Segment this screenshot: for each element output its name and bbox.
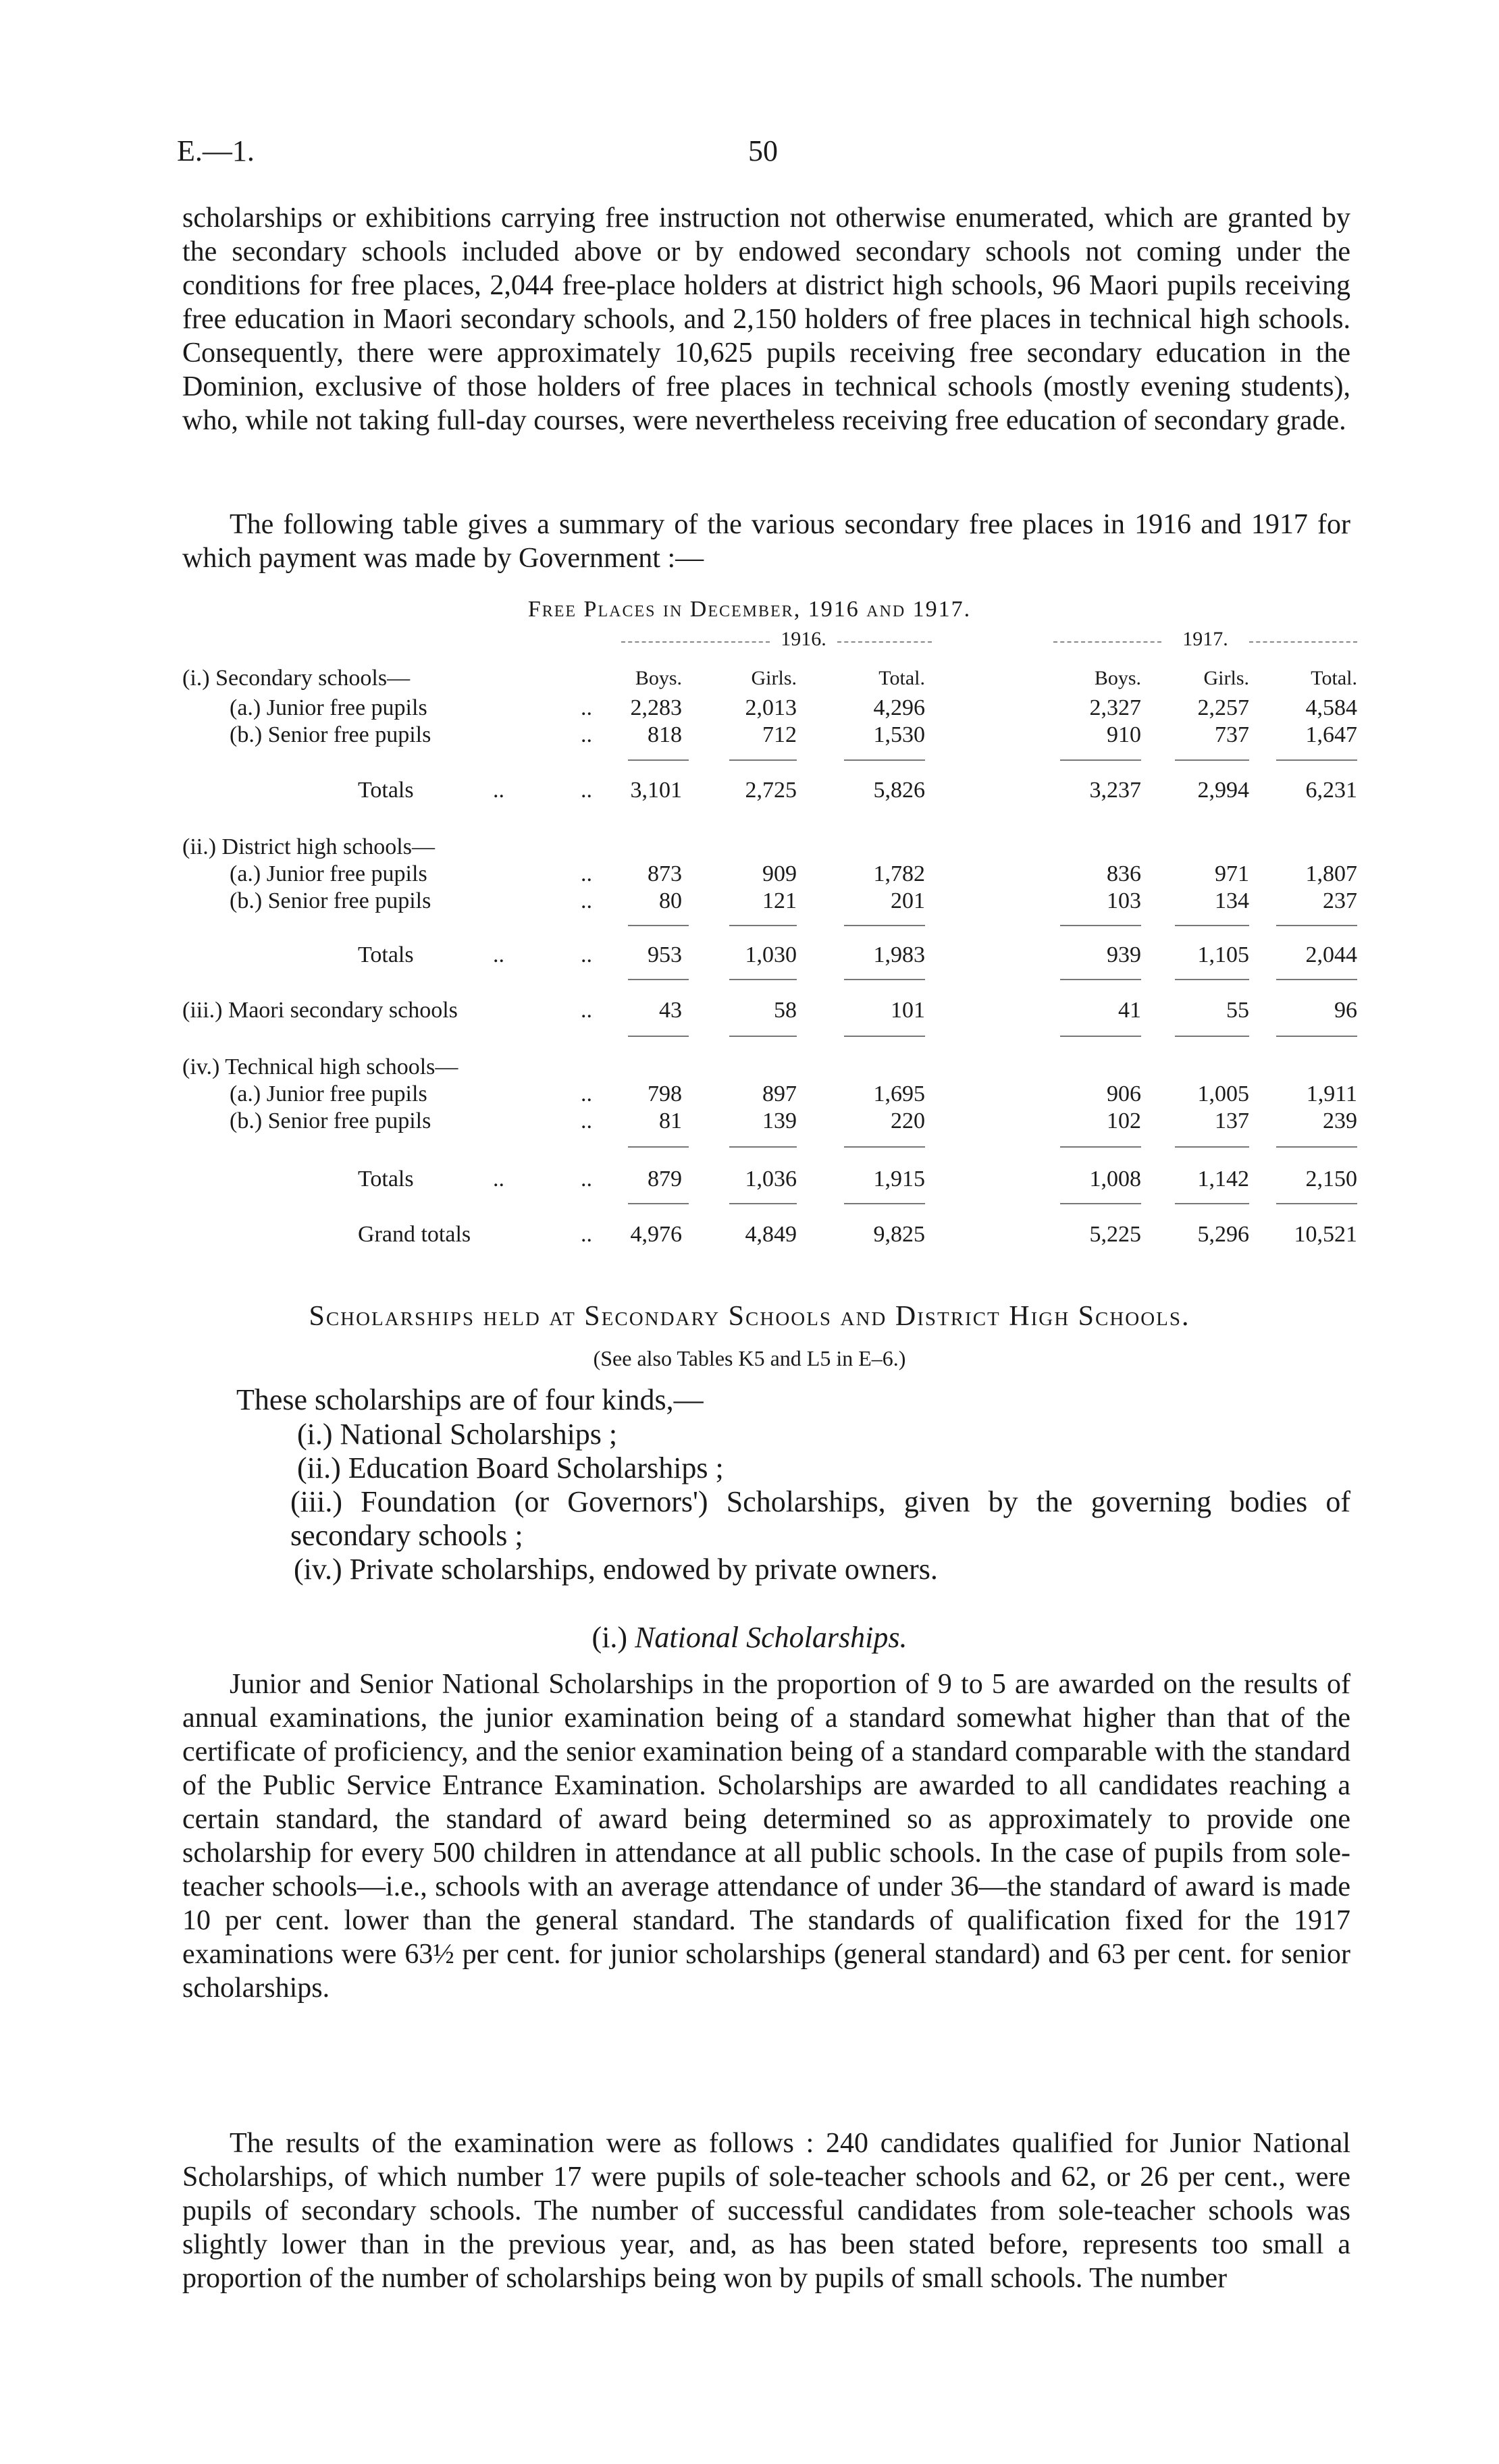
- leader-dots: ..: [581, 722, 592, 747]
- table-cell: 1,807: [1305, 861, 1357, 886]
- leader-dots: ..: [581, 1081, 592, 1106]
- table-row-totals: [182, 778, 1357, 805]
- list-item-text: National Scholarships ;: [340, 1418, 618, 1451]
- list-item: [297, 1451, 1357, 1485]
- table-row-grand-totals: [182, 1222, 1357, 1249]
- table-cell: 1,105: [1197, 942, 1249, 967]
- table-row-label: Totals: [358, 942, 414, 967]
- list-item-number: (iii.): [290, 1485, 342, 1518]
- list-item-text: Private scholarships, endowed by private owners.: [349, 1553, 938, 1586]
- list-item-number: (i.): [297, 1418, 333, 1451]
- column-header: Girls.: [1203, 667, 1249, 689]
- leader-dots: ..: [493, 778, 504, 803]
- national-scholarships-paragraph: Junior and Senior National Scholarships in the proportion of 9 to 5 are awarded on the results of annual examinations, the junior examination being of a standard somewhat higher than that of the certificate of proficiency, and the senior examination being of a standard comparable with the standard of the Public Service Entrance Examination. Scholarships are awarded to all candidates reaching a certain standard, the standard of award being determined so as approximately to provide one scholarship for every 500 children in attendance at all public schools. In the case of pupils from sole-teacher schools—i.e., schools with an average attendance of under 36—the standard of award is made 10 per cent. lower than the general standard. The standards of qualification fixed for the 1917 examinations were 63½ per cent. for junior scholarships (general standard) and 63 per cent. for senior scholarships.: [182, 1669, 1350, 2004]
- table-cell: 4,296: [873, 695, 925, 720]
- table-cell: 237: [1323, 888, 1357, 913]
- leader-dots: ..: [493, 942, 504, 967]
- table-cell: 906: [1107, 1081, 1141, 1106]
- table-cell: 4,976: [630, 1222, 682, 1247]
- table-row-label: (iii.) Maori secondary schools: [182, 998, 458, 1023]
- table-row-label: (b.) Senior free pupils: [230, 1108, 431, 1133]
- table-row: [182, 861, 1357, 888]
- table-cell: 897: [762, 1081, 797, 1106]
- table-cell: 2,283: [630, 695, 682, 720]
- table-cell: 2,725: [745, 778, 797, 803]
- table-cell: 2,327: [1089, 695, 1141, 720]
- table-row-totals: [182, 1167, 1357, 1194]
- table-cell: 6,231: [1305, 778, 1357, 803]
- leader-dots: ..: [581, 942, 592, 967]
- intro-paragraph: scholarships or exhibitions carrying free instruction not otherwise enumerated, which are granted by the secondary schools included above or by endowed secondary schools not coming under the conditions for free places, 2,044 free-place holders at district high schools, 96 Maori pupils receiving free education in Maori secondary schools, and 2,150 holders of free places in technical high schools. Consequently, there were approximately 10,625 pupils receiving free secondary education in the Dominion, exclusive of those holders of free places in technical schools (mostly evening students), who, while not taking full-day courses, were nevertheless receiving free education of secondary grade.: [182, 203, 1350, 436]
- table-cell: 1,647: [1305, 722, 1357, 747]
- list-item: [294, 1553, 1354, 1586]
- column-header: Boys.: [635, 667, 682, 689]
- table-row-label: Totals: [358, 778, 414, 803]
- column-header: Total.: [1311, 667, 1357, 689]
- list-item: [290, 1485, 1350, 1553]
- table-cell: 239: [1323, 1108, 1357, 1133]
- table-title: Free Places in December, 1916 and 1917.: [527, 597, 972, 622]
- table-row-label: Totals: [358, 1167, 414, 1191]
- table-cell: 55: [1226, 998, 1249, 1023]
- column-header: Boys.: [1094, 667, 1141, 689]
- list-item-number: (iv.): [294, 1553, 342, 1586]
- table-cell: 737: [1215, 722, 1249, 747]
- table-cell: 5,826: [873, 778, 925, 803]
- table-cell: 910: [1107, 722, 1141, 747]
- table-row: [182, 722, 1357, 749]
- table-cell: 1,915: [873, 1167, 925, 1191]
- table-cell: 134: [1215, 888, 1249, 913]
- leader-dots: ..: [581, 1222, 592, 1247]
- table-cell: 43: [659, 998, 682, 1023]
- table-row: [182, 695, 1357, 722]
- subheading-number: (i.): [591, 1621, 628, 1654]
- table-cell: 1,142: [1197, 1167, 1249, 1191]
- subheading-text: National Scholarships.: [635, 1621, 908, 1654]
- table-cell: 58: [774, 998, 797, 1023]
- table-row: [182, 998, 1357, 1025]
- table-cell: 102: [1107, 1108, 1141, 1133]
- leader-dots: ..: [581, 861, 592, 886]
- table-cell: 80: [659, 888, 682, 913]
- table-cell: 2,257: [1197, 695, 1249, 720]
- table-cell: 2,994: [1197, 778, 1249, 803]
- table-intro-paragraph: The following table gives a summary of the various secondary free places in 1916 and 1917 for which payment was made by Government :—: [182, 509, 1350, 574]
- table-row-totals: [182, 942, 1357, 969]
- leader-dots: ..: [581, 695, 592, 720]
- table-row-label: (a.) Junior free pupils: [230, 861, 427, 886]
- table-cell: 1,782: [873, 861, 925, 886]
- table-cell: 101: [891, 998, 925, 1023]
- table-row-label: (iv.) Technical high schools—: [182, 1054, 458, 1079]
- table-cell: 873: [648, 861, 682, 886]
- table-row-label: (ii.) District high schools—: [182, 834, 435, 859]
- table-cell: 939: [1107, 942, 1141, 967]
- list-intro: These scholarships are of four kinds,—: [236, 1383, 704, 1416]
- subheading-national-scholarships: [0, 1620, 1499, 1655]
- page-number: 50: [748, 134, 778, 167]
- table-cell: 4,849: [745, 1222, 797, 1247]
- table-cell: 2,013: [745, 695, 797, 720]
- leader-dots: ..: [493, 1167, 504, 1191]
- year-header-1917: 1917.: [1182, 628, 1228, 650]
- leader-dots: ..: [581, 778, 592, 803]
- year-header-1916: 1916.: [781, 628, 826, 650]
- table-cell: 836: [1107, 861, 1141, 886]
- table-row-label: (a.) Junior free pupils: [230, 1081, 427, 1106]
- leader-dots: ..: [581, 1108, 592, 1133]
- table-row-label: Grand totals: [358, 1222, 471, 1247]
- leader-dots: ..: [581, 1167, 592, 1191]
- table-cell: 139: [762, 1108, 797, 1133]
- table-cell: 798: [648, 1081, 682, 1106]
- table-cell: 1,695: [873, 1081, 925, 1106]
- table-cell: 3,101: [630, 778, 682, 803]
- table-row-label: (b.) Senior free pupils: [230, 888, 431, 913]
- table-cell: 9,825: [873, 1222, 925, 1247]
- table-cell: 3,237: [1089, 778, 1141, 803]
- table-row: [182, 1081, 1357, 1108]
- document-code: E.—1.: [177, 134, 255, 167]
- table-row: [182, 888, 1357, 915]
- column-header: Girls.: [751, 667, 797, 689]
- table-cell: 4,584: [1305, 695, 1357, 720]
- table-cell: 10,521: [1294, 1222, 1357, 1247]
- table-cell: 201: [891, 888, 925, 913]
- table-cell: 103: [1107, 888, 1141, 913]
- table-cell: 1,983: [873, 942, 925, 967]
- table-cell: 2,150: [1305, 1167, 1357, 1191]
- table-cell: 81: [659, 1108, 682, 1133]
- table-cell: 121: [762, 888, 797, 913]
- table-cell: 818: [648, 722, 682, 747]
- table-cell: 953: [648, 942, 682, 967]
- examination-results-paragraph: The results of the examination were as follows : 240 candidates qualified for Junior National Scholarships, of which number 17 were pupils of sole-teacher schools and 62, or 26 per cent., were pupils of secondary schools. The number of successful candidates from sole-teacher schools was slightly lower than in the previous year, and, as has been stated before, represents too small a proportion of the number of scholarships being won by pupils of small schools. The number: [182, 2128, 1350, 2294]
- table-cell: 96: [1334, 998, 1357, 1023]
- leader-dots: ..: [581, 888, 592, 913]
- table-cell: 1,911: [1306, 1081, 1357, 1106]
- list-item: [297, 1418, 1357, 1451]
- table-row-label: (b.) Senior free pupils: [230, 722, 431, 747]
- table-cell: 5,296: [1197, 1222, 1249, 1247]
- table-row-label: (a.) Junior free pupils: [230, 695, 427, 720]
- table-cell: 971: [1215, 861, 1249, 886]
- table-row: [182, 1108, 1357, 1135]
- list-item-text: Foundation (or Governors') Scholarships, given by the governing bodies of secondary schools ;: [290, 1485, 1351, 1552]
- table-cell: 1,008: [1089, 1167, 1141, 1191]
- section-see-also: (See also Tables K5 and L5 in E–6.): [593, 1346, 906, 1370]
- table-cell: 879: [648, 1167, 682, 1191]
- table-cell: 1,030: [745, 942, 797, 967]
- table-cell: 137: [1215, 1108, 1249, 1133]
- section-title: Scholarships held at Secondary Schools and District High Schools.: [309, 1301, 1190, 1332]
- list-item-number: (ii.): [297, 1451, 341, 1484]
- table-cell: 2,044: [1305, 942, 1357, 967]
- column-header: Total.: [878, 667, 925, 689]
- table-cell: 1,530: [873, 722, 925, 747]
- table-cell: 220: [891, 1108, 925, 1133]
- table-cell: 1,036: [745, 1167, 797, 1191]
- table-cell: 1,005: [1197, 1081, 1249, 1106]
- table-cell: 5,225: [1089, 1222, 1141, 1247]
- table-cell: 712: [762, 722, 797, 747]
- leader-dots: ..: [581, 998, 592, 1023]
- list-item-text: Education Board Scholarships ;: [348, 1451, 724, 1484]
- table-cell: 41: [1118, 998, 1141, 1023]
- table-cell: 909: [762, 861, 797, 886]
- table-row-label: (i.) Secondary schools—: [182, 666, 411, 691]
